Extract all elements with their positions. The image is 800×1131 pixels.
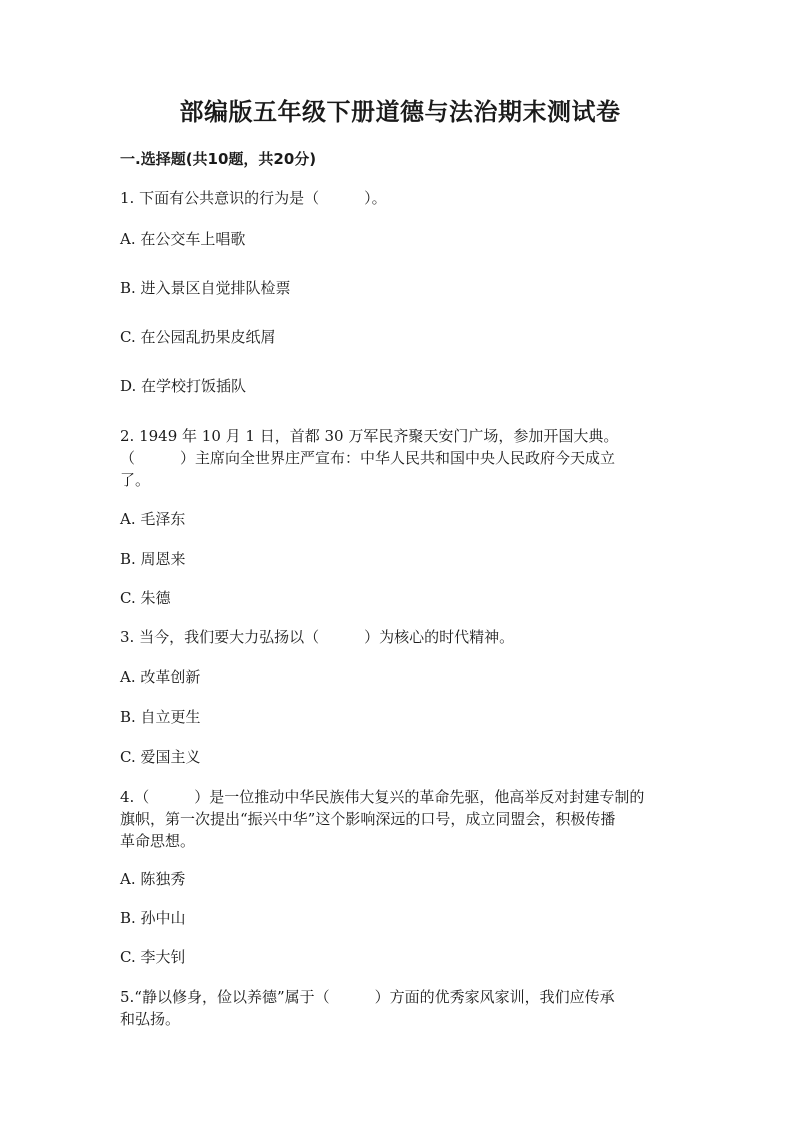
question-4-stem-line-3: 革命思想。	[120, 832, 196, 850]
question-5-stem-line-2: 和弘扬。	[120, 1010, 181, 1028]
question-1-option-b[interactable]: B. 进入景区自觉排队检票	[120, 279, 291, 297]
question-4-option-c[interactable]: C. 李大钊	[120, 948, 186, 966]
question-4-option-b[interactable]: B. 孙中山	[120, 909, 186, 927]
section-heading: 一.选择题(共10题，共20分)	[120, 150, 317, 168]
question-5-stem-line-1: 5.“静以修身，俭以养德”属于（ ）方面的优秀家风家训，我们应传承	[120, 988, 615, 1006]
question-2-stem-line-1: 2. 1949 年 10 月 1 日，首都 30 万军民齐聚天安门广场，参加开国大典。	[120, 427, 619, 445]
question-3-stem: 3. 当今，我们要大力弘扬以（ ）为核心的时代精神。	[120, 628, 515, 646]
question-2-option-b[interactable]: B. 周恩来	[120, 550, 186, 568]
question-1-option-d[interactable]: D. 在学校打饭插队	[120, 377, 247, 395]
page-title: 部编版五年级下册道德与法治期末测试卷	[179, 98, 621, 126]
question-2-stem-line-2: （ ）主席向全世界庄严宣布：中华人民共和国中央人民政府今天成立	[120, 449, 616, 467]
question-4-stem-line-2: 旗帜，第一次提出“振兴中华”这个影响深远的口号，成立同盟会，积极传播	[120, 810, 616, 828]
question-2-option-c[interactable]: C. 朱德	[120, 589, 171, 607]
question-2-stem-line-3: 了。	[120, 471, 151, 489]
question-3-option-c[interactable]: C. 爱国主义	[120, 748, 201, 766]
question-1-stem: 1. 下面有公共意识的行为是（ ）。	[120, 189, 387, 207]
question-4-option-a[interactable]: A. 陈独秀	[120, 870, 186, 888]
question-2-option-a[interactable]: A. 毛泽东	[120, 510, 186, 528]
question-1-option-c[interactable]: C. 在公园乱扔果皮纸屑	[120, 328, 276, 346]
question-3-option-b[interactable]: B. 自立更生	[120, 708, 201, 726]
question-3-option-a[interactable]: A. 改革创新	[120, 668, 201, 686]
question-1-option-a[interactable]: A. 在公交车上唱歌	[120, 230, 246, 248]
question-4-stem-line-1: 4.（ ）是一位推动中华民族伟大复兴的革命先驱，他高举反对封建专制的	[120, 788, 645, 806]
